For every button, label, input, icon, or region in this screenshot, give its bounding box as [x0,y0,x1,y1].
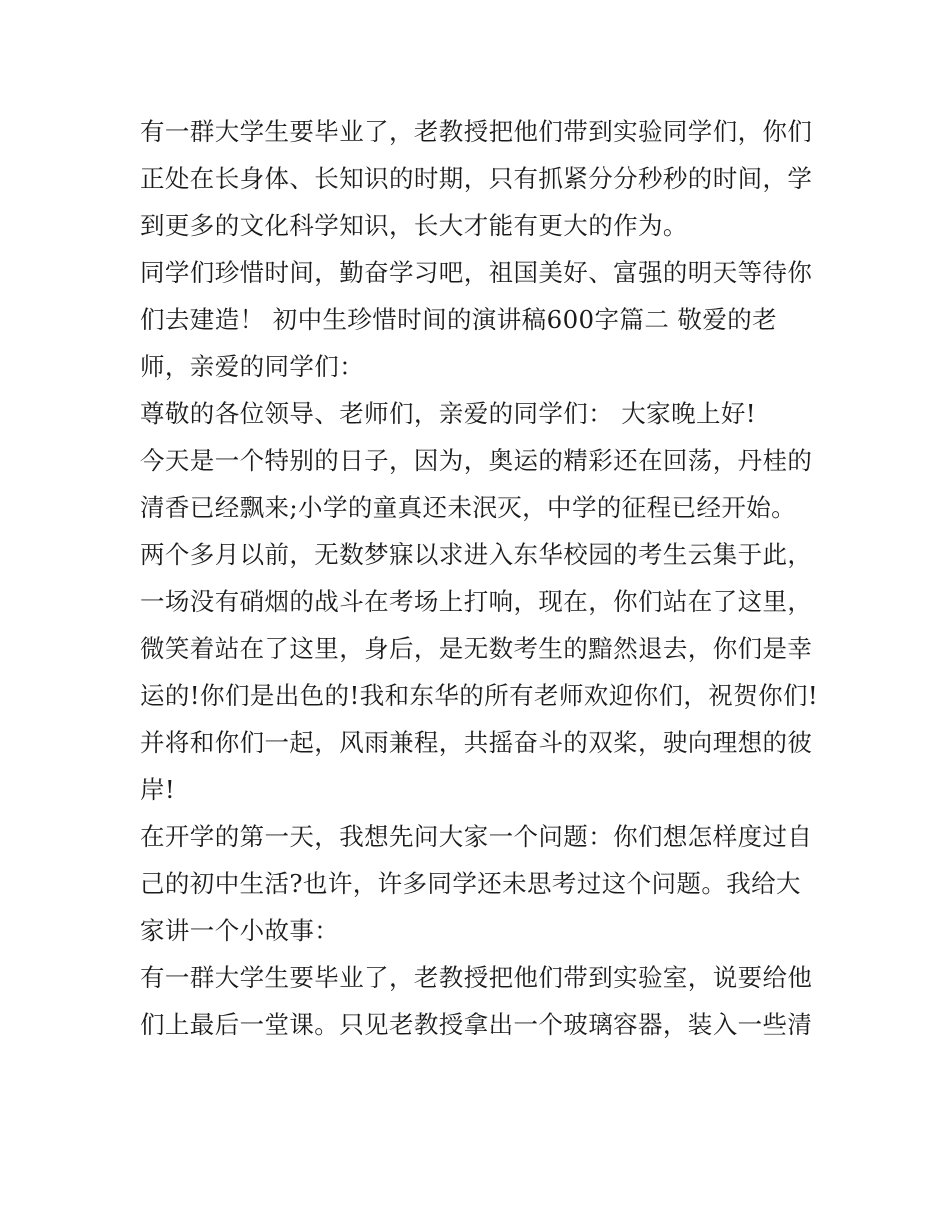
text-line: 一场没有硝烟的战斗在考场上打响，现在，你们站在了这里， [140,587,813,616]
text-line: 们去建造！ 初中生珍惜时间的演讲稿600字篇二 敬爱的老 [140,305,778,334]
text-line: 有一群大学生要毕业了，老教授把他们带到实验室，说要给他 [140,963,813,992]
text-line: 师，亲爱的同学们： [140,352,365,381]
text-line: 尊敬的各位领导、老师们，亲爱的同学们： 大家晚上好! [140,399,757,428]
document-body [140,108,820,1048]
text-line: 清香已经飘来;小学的童真还未泯灭，中学的征程已经开始。 [140,493,797,522]
text-line: 家讲一个小故事： [140,916,340,945]
text-line: 己的初中生活?也许，许多同学还未思考过这个问题。我给大 [140,869,801,898]
text-line: 微笑着站在了这里，身后，是无数考生的黯然退去，你们是幸 [140,634,813,663]
text-line: 并将和你们一起，风雨兼程，共摇奋斗的双桨，驶向理想的彼 [140,728,813,757]
text-line: 们上最后一堂课。只见老教授拿出一个玻璃容器，装入一些清 [140,1010,813,1039]
text-line: 有一群大学生要毕业了，老教授把他们带到实验同学们，你们 [140,117,813,146]
text-line: 运的!你们是出色的!我和东华的所有老师欢迎你们，祝贺你们! [140,681,819,710]
text-line: 正处在长身体、长知识的时期，只有抓紧分分秒秒的时间，学 [140,164,813,193]
text-line: 同学们珍惜时间，勤奋学习吧，祖国美好、富强的明天等待你 [140,258,813,287]
text-line: 今天是一个特别的日子，因为，奥运的精彩还在回荡，丹桂的 [140,446,813,475]
text-line: 岸! [140,775,176,804]
text-line: 到更多的文化科学知识，长大才能有更大的作为。 [140,211,688,240]
text-line: 在开学的第一天，我想先问大家一个问题：你们想怎样度过自 [140,822,813,851]
text-line: 两个多月以前，无数梦寐以求进入东华校园的考生云集于此， [140,540,813,569]
